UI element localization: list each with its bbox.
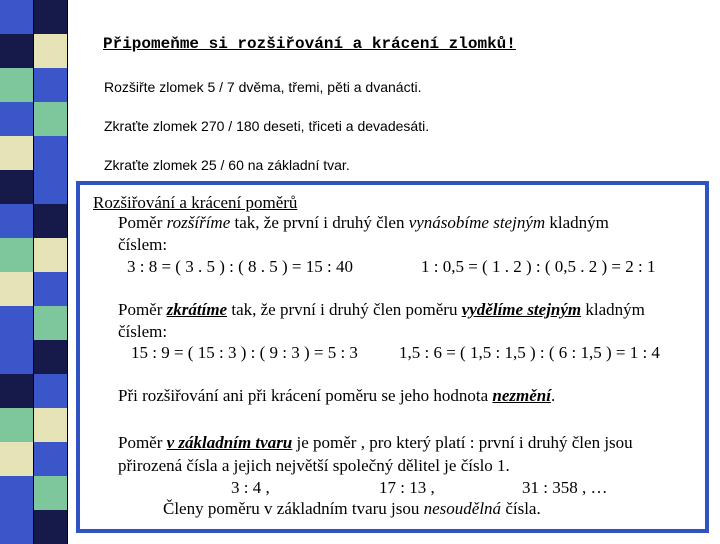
stripe-block: [34, 204, 68, 238]
stripe-block: [0, 408, 34, 442]
stripe-block: [34, 102, 68, 136]
stripe-block: [0, 442, 34, 476]
decorative-stripe: [0, 0, 68, 540]
p4-line1: Poměr v základním tvaru je poměr , pro který platí : první i druhý člen jsou: [118, 433, 633, 452]
stripe-block: [0, 34, 34, 68]
stripe-block: [34, 340, 68, 374]
p2-line1: Poměr zkrátíme tak, že první i druhý člen poměru vydělíme stejným kladným: [118, 300, 645, 319]
stripe-block: [34, 476, 68, 510]
stripe-block: [0, 0, 34, 34]
p4-example-2: 17 : 13 ,: [379, 478, 435, 497]
box-title: Rozšiřování a krácení poměrů: [93, 193, 298, 212]
stripe-block: [0, 204, 34, 238]
stripe-block: [34, 374, 68, 408]
stripe-block: [34, 306, 68, 340]
stripe-block: [34, 442, 68, 476]
stripe-block: [34, 510, 68, 544]
stripe-block: [0, 374, 34, 408]
p4-example-3: 31 : 358 , …: [522, 478, 608, 497]
p1-example-1: 3 : 8 = ( 3 . 5 ) : ( 8 . 5 ) = 15 : 40: [127, 257, 353, 276]
p3-line: Při rozšiřování ani při krácení poměru se jeho hodnota nezmění.: [118, 386, 556, 405]
stripe-block: [34, 34, 68, 68]
stripe-block: [34, 170, 68, 204]
p4-line2: přirozená čísla a jejich největší společný dělitel je číslo 1.: [118, 456, 510, 475]
page-heading: Připomeňme si rozšiřování a krácení zlomků!: [103, 35, 516, 53]
stripe-block: [0, 340, 34, 374]
stripe-block: [0, 238, 34, 272]
p2-line2: číslem:: [118, 322, 168, 341]
p1-line1: Poměr rozšíříme tak, že první i druhý člen vynásobíme stejným kladným: [118, 213, 609, 232]
p2-example-1: 15 : 9 = ( 15 : 3 ) : ( 9 : 3 ) = 5 : 3: [131, 343, 358, 362]
stripe-block: [0, 170, 34, 204]
p1-example-2: 1 : 0,5 = ( 1 . 2 ) : ( 0,5 . 2 ) = 2 : 1: [421, 257, 656, 276]
task-1: Rozšiřte zlomek 5 / 7 dvěma, třemi, pěti a dvanácti.: [104, 79, 422, 95]
p1-line2: číslem:: [118, 235, 168, 254]
task-2: Zkraťte zlomek 270 / 180 deseti, třiceti a devadesáti.: [104, 118, 430, 134]
stripe-block: [0, 510, 34, 544]
stripe-block: [0, 272, 34, 306]
task-3: Zkraťte zlomek 25 / 60 na základní tvar.: [104, 157, 350, 173]
stripe-block: [34, 0, 68, 34]
stripe-block: [34, 68, 68, 102]
stripe-block: [0, 476, 34, 510]
stripe-block: [0, 306, 34, 340]
stripe-block: [0, 102, 34, 136]
stripe-block: [0, 68, 34, 102]
stripe-block: [34, 136, 68, 170]
stripe-block: [0, 136, 34, 170]
stripe-block: [34, 272, 68, 306]
stripe-block: [34, 408, 68, 442]
stripe-block: [34, 238, 68, 272]
p4-line4: Členy poměru v základním tvaru jsou nesoudělná čísla.: [163, 499, 541, 518]
p4-example-1: 3 : 4 ,: [231, 478, 270, 497]
p2-example-2: 1,5 : 6 = ( 1,5 : 1,5 ) : ( 6 : 1,5 ) = 1 : 4: [399, 343, 660, 362]
